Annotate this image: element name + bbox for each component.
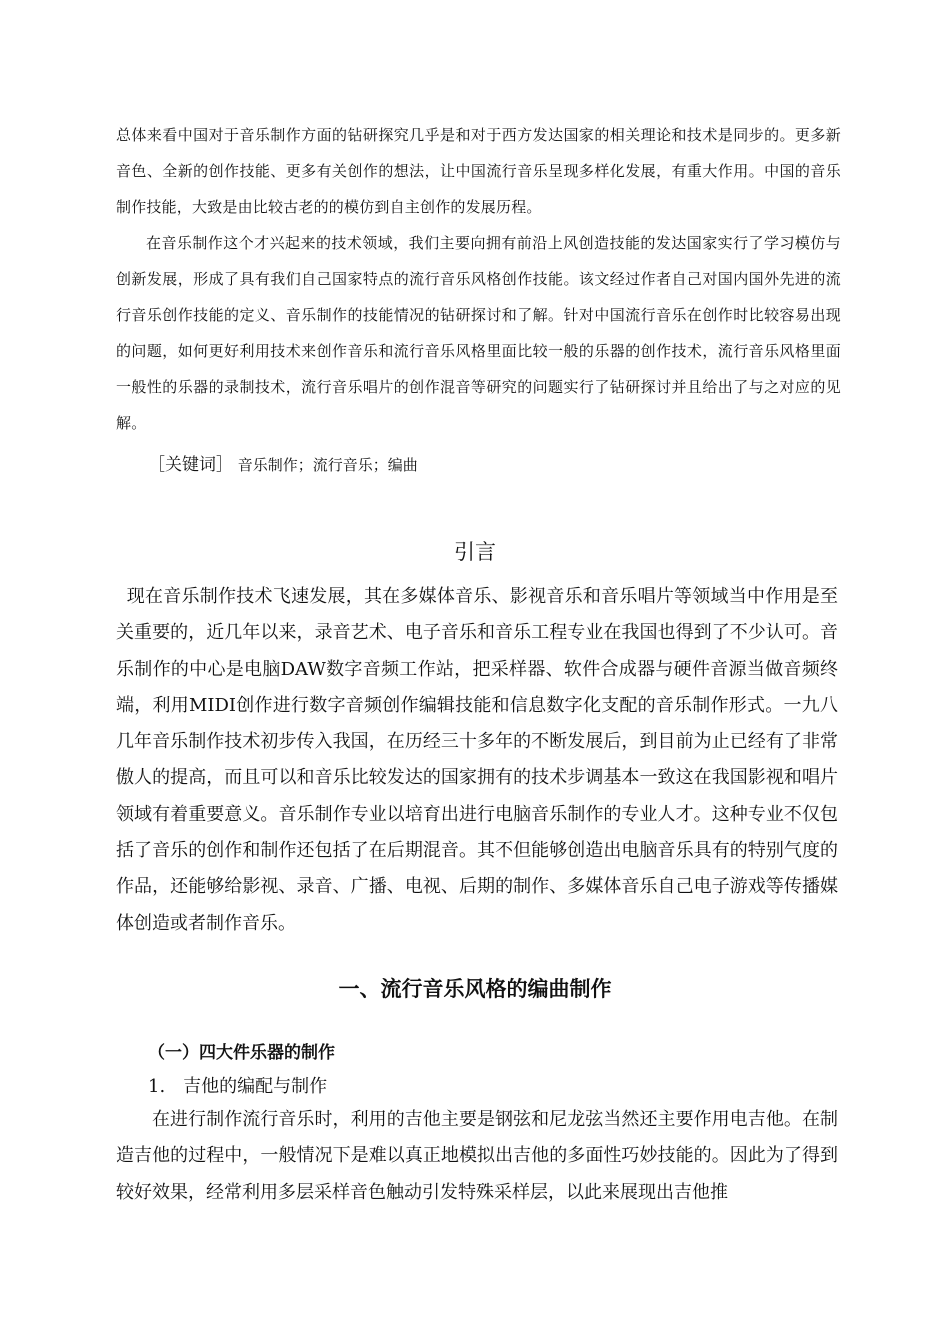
introduction-paragraph: 现在音乐制作技术飞速发展，其在多媒体音乐、影视音乐和音乐唱片等领域当中作用是至关重要的，近几年以来，录音艺术、电子音乐和音乐工程专业在我国也得到了不少认可。音乐制作的中心是电脑DAW数字音频工作站，把采样器、软件合成器与硬件音源当做音频终端，利用MIDI创作进行数字音频创作编辑技能和信息数字化支配的音乐制作形式。一九八几年音乐制作技术初步传入我国，在历经三十多年的不断发展后，到目前为止已经有了非常傲人的提高，而且可以和音乐比较发达的国家拥有的技术步调基本一致这在我国影视和唱片领域有着重要意义。音乐制作专业以培育出进行电脑音乐制作的专业人才。这种专业不仅包括了音乐的创作和制作还包括了在后期混音。其不但能够创造出电脑音乐具有的特别气度的作品，还能够给影视、录音、广播、电视、后期的制作、多媒体音乐自己电子游戏等传播媒体创造或者制作音乐。	[116, 586, 838, 934]
item-1-title: 1. 吉他的编配与制作	[148, 1076, 328, 1097]
subsection-1-title: （一）四大件乐器的制作	[148, 1043, 335, 1063]
abstract-paragraph-2: 在音乐制作这个才兴起来的技术领域，我们主要向拥有前沿上风创造技能的发达国家实行了学习模仿与创新发展，形成了具有我们自己国家特点的流行音乐风格创作技能。该文经过作者自己对国内国外先进的流行音乐创作技能的定义、音乐制作的技能情况的钻研探讨和了解。针对中国流行音乐在创作时比较容易出现的问题，如何更好利用技术来创作音乐和流行音乐风格里面比较一般的乐器的创作技术，流行音乐风格里面一般性的乐器的录制技术，流行音乐唱片的创作混音等研究的问题实行了钻研探讨并且给出了与之对应的见解。	[116, 234, 841, 432]
section-1-title: 一、流行音乐风格的编曲制作	[338, 977, 612, 1001]
introduction-title: 引言	[454, 540, 496, 564]
abstract-paragraph-1: 总体来看中国对于音乐制作方面的钻研探究几乎是和对于西方发达国家的相关理论和技术是同步的。更多新音色、全新的创作技能、更多有关创作的想法，让中国流行音乐呈现多样化发展，有重大作用。中国的音乐制作技能，大致是由比较古老的的模仿到自主创作的发展历程。	[116, 126, 841, 216]
keywords-text: 音乐制作；流行音乐；编曲	[237, 456, 418, 474]
keywords-label: ［关键词］	[148, 455, 233, 475]
section-1-paragraph: 在进行制作流行音乐时，利用的吉他主要是钢弦和尼龙弦当然还主要作用电吉他。在制造吉他的过程中，一般情况下是难以真正地模拟出吉他的多面性巧妙技能的。因此为了得到较好效果，经常利用多层采样音色触动引发特殊采样层，以此来展现出吉他推	[116, 1109, 838, 1203]
keywords-line	[148, 450, 418, 480]
